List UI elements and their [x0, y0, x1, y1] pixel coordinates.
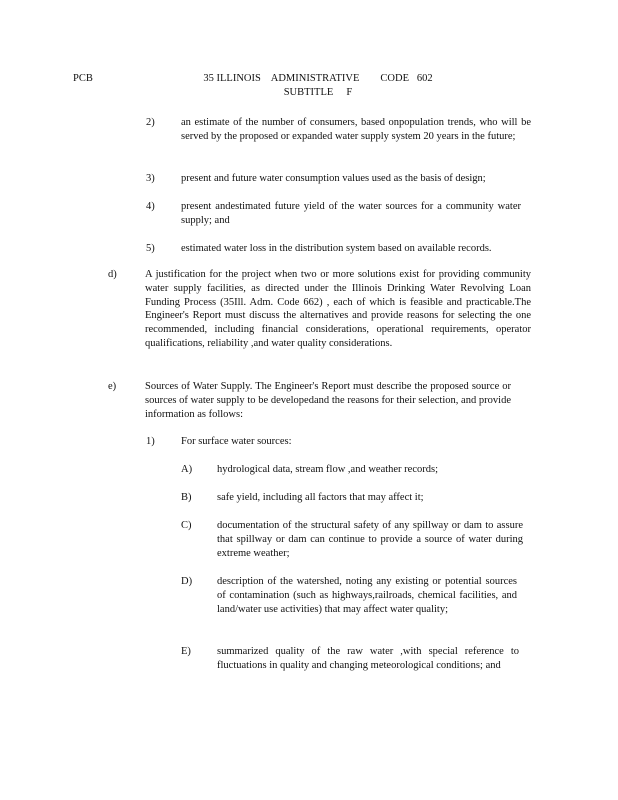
item-number: 5)	[146, 243, 155, 254]
item-number: d)	[108, 269, 117, 280]
page-title	[198, 72, 438, 100]
item-number: 2)	[146, 117, 155, 128]
item-text: safe yield, including all factors that may affect it;	[217, 492, 424, 503]
item-number: C)	[181, 520, 192, 531]
item-number: e)	[108, 381, 117, 392]
item-number: D)	[181, 576, 193, 587]
agency-label: PCB	[73, 73, 93, 84]
item-text: summarized quality of the raw water ,with special reference to fluctuations in quality and changing meteorological conditions; and	[217, 646, 519, 671]
item-text: present andestimated future yield of the water sources for a community water supply; and	[181, 201, 521, 226]
item-number: 1)	[146, 436, 155, 447]
item-text: estimated water loss in the distribution system based on available records.	[181, 243, 492, 254]
item-text: Sources of Water Supply. The Engineer's Report must describe the proposed source or sources of water supply to be developedand the reasons for their selection, and provide information as follows:	[145, 381, 511, 420]
item-number: A)	[181, 464, 193, 475]
item-text: hydrological data, stream flow ,and weather records;	[217, 464, 438, 475]
item-text: A justification for the project when two or more solutions exist for providing community water supply facilities, as directed under the Illinois Drinking Water Revolving Loan Funding Process (35Ill. Adm. Code 662) , each of which is feasible and practicable.The Engineer's Report must discuss the alternatives and provide reasons for selecting the one recommended, including financial considerations, operational requirements, operator qualifications, reliability ,and water quality considerations.	[145, 269, 531, 349]
item-number: 3)	[146, 173, 155, 184]
item-text: an estimate of the number of consumers, based onpopulation trends, who will be served by the proposed or expanded water supply system 20 years in the future;	[181, 117, 531, 142]
item-number: E)	[181, 646, 191, 657]
title-line-1: 35 ILLINOIS ADMINISTRATIVE CODE 602	[203, 73, 433, 84]
item-text: For surface water sources:	[181, 436, 292, 447]
item-number: 4)	[146, 201, 155, 212]
item-text: documentation of the structural safety of any spillway or dam to assure that spillway or dam can continue to provide a source of water during extreme weather;	[217, 520, 523, 559]
item-text: description of the watershed, noting any existing or potential sources of contamination (such as highways,railroads, chemical facilities, and land/water use activities) that may affect water quality;	[217, 576, 517, 615]
item-number: B)	[181, 492, 192, 503]
title-line-2: SUBTITLE F	[283, 86, 353, 98]
item-text: present and future water consumption values used as the basis of design;	[181, 173, 486, 184]
